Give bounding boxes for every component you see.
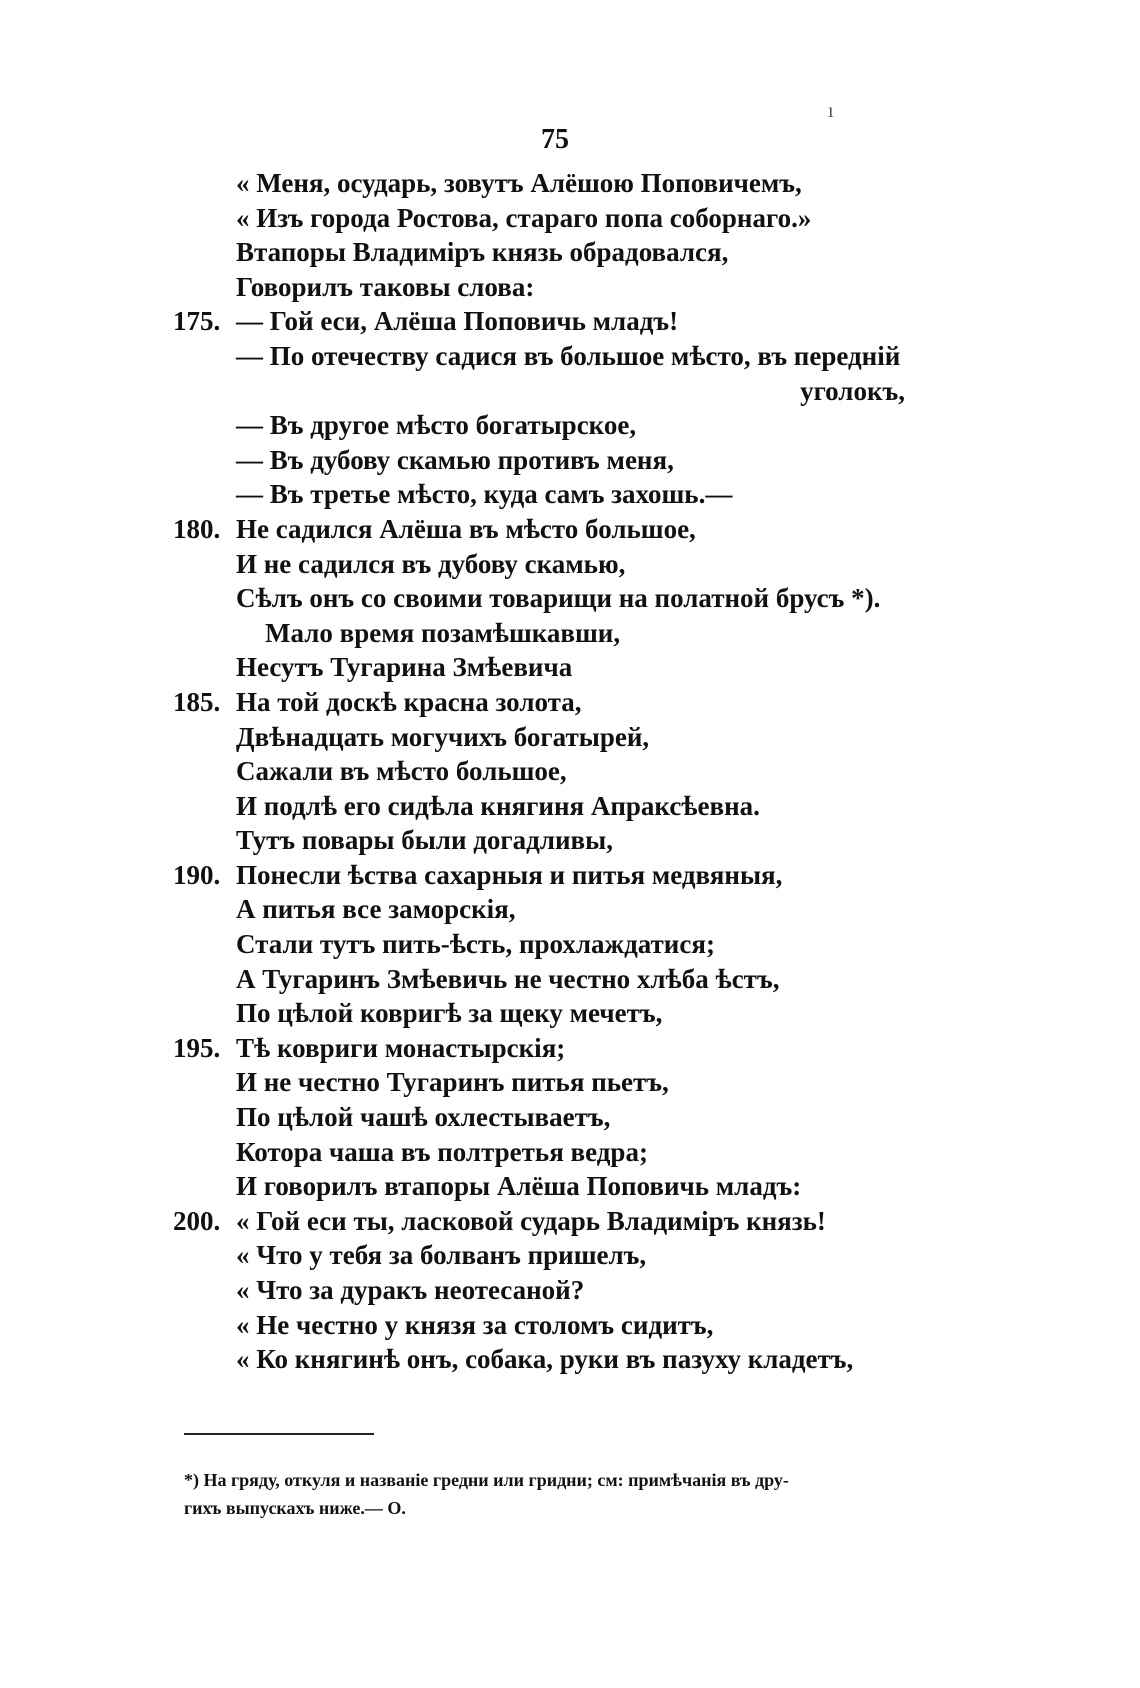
- verse-line: [0, 1308, 1140, 1343]
- footnote-divider: [184, 1433, 374, 1435]
- stray-mark: ı: [828, 100, 834, 122]
- verse-line: [0, 201, 1140, 236]
- verse-line: [0, 720, 1140, 755]
- verse-text: « Не честно у князя за столомъ сидитъ,: [236, 1309, 714, 1340]
- verse-line: [0, 1342, 1140, 1377]
- line-number: 195.: [173, 1032, 221, 1063]
- verse-line: [0, 685, 1140, 720]
- verse-text: И не садился въ дубову скамью,: [236, 548, 626, 579]
- verse-text: « Изъ города Ростова, стараго попа соборнаго.»: [236, 202, 812, 233]
- verse-line: [0, 477, 1140, 512]
- verse-text: Тутъ повары были догадливы,: [236, 825, 613, 856]
- verse-text: И подлѣ его сидѣла княгиня Апраксѣевна.: [236, 790, 760, 821]
- verse-text: « Меня, осударь, зовутъ Алёшою Поповичемъ,: [236, 168, 802, 198]
- verse-text: — Гой еси, Алёша Поповичь младъ!: [236, 306, 679, 337]
- verse-line-continuation: [0, 374, 1140, 409]
- verse-line: [0, 443, 1140, 478]
- verse-text: Стали тутъ пить-ѣсть, прохлаждатися;: [236, 929, 715, 960]
- footnote-line: *) На гряду, откуля и названіе гредни или гридни; см: примѣчанія въ дру-: [184, 1470, 789, 1490]
- verse-text: На той доскѣ красна золота,: [236, 686, 582, 717]
- verse-text: Двѣнадцать могучихъ богатырей,: [236, 721, 650, 752]
- line-number: 175.: [173, 306, 221, 337]
- verse-line: [0, 616, 1140, 651]
- verse-text: — По отечеству садися въ большое мѣсто, въ передній: [236, 340, 901, 371]
- verse-text: Сажали въ мѣсто большое,: [236, 756, 567, 787]
- verse-line: [0, 339, 1140, 374]
- verse-text: Мало время позамѣшкавши,: [265, 617, 621, 648]
- verse-text: А Тугаринъ Змѣевичь не честно хлѣба ѣстъ,: [236, 963, 780, 994]
- verse-line: [0, 1135, 1140, 1170]
- verse-line: [0, 754, 1140, 789]
- verse-text: — Въ третье мѣсто, куда самъ захошь.—: [236, 479, 733, 510]
- verse-text: « Гой еси ты, ласковой сударь Владиміръ князь!: [236, 1205, 826, 1236]
- verse-line: [0, 858, 1140, 893]
- verse-text: Тѣ ковриги монастырскія;: [236, 1032, 566, 1063]
- verse-text: И говорилъ втапоры Алёша Поповичь младъ:: [236, 1171, 802, 1202]
- verse-line: [0, 1031, 1140, 1066]
- verse-line: [0, 1065, 1140, 1100]
- verse-text: Несутъ Тугарина Змѣевича: [236, 652, 573, 683]
- verse-text: Говорилъ таковы слова:: [236, 271, 535, 302]
- verse-line: [0, 581, 1140, 616]
- verse-line: [0, 270, 1140, 305]
- verse-line: [0, 1204, 1140, 1239]
- verse-text: « Что у тебя за болванъ пришелъ,: [236, 1240, 647, 1271]
- verse-text: Сѣлъ онъ со своими товарищи на полатной брусъ *).: [236, 583, 881, 614]
- verse-text: Котора чаша въ полтретья ведра;: [236, 1136, 648, 1167]
- verse-line: [0, 823, 1140, 858]
- verse-line: [0, 166, 1140, 201]
- verse-text: Не садился Алёша въ мѣсто большое,: [236, 513, 696, 544]
- verse-text: — Въ другое мѣсто богатырское,: [236, 410, 637, 441]
- line-number: 200.: [173, 1205, 221, 1236]
- verse-line: [0, 927, 1140, 962]
- line-number: 190.: [173, 859, 221, 890]
- verse-text: Втапоры Владиміръ князь обрадовался,: [236, 237, 729, 268]
- line-number: 185.: [173, 686, 221, 717]
- verse-text: Понесли ѣства сахарныя и питья медвяныя,: [236, 859, 783, 890]
- verse-text: « Что за дуракъ неотесаной?: [236, 1275, 585, 1305]
- verse-text: По цѣлой ковригѣ за щеку мечетъ,: [236, 998, 663, 1029]
- verse-text: — Въ дубову скамью противъ меня,: [236, 444, 674, 475]
- verse-line: [0, 789, 1140, 824]
- verse-text: уголокъ,: [800, 375, 905, 406]
- verse-line: [0, 512, 1140, 547]
- verse-line: [0, 650, 1140, 685]
- footnote: [184, 1466, 944, 1522]
- verse-line: [0, 304, 1140, 339]
- line-number: 180.: [173, 513, 221, 544]
- verse-line: [0, 1238, 1140, 1273]
- verse-line: [0, 962, 1140, 997]
- verse-line: [0, 1169, 1140, 1204]
- verse-line: [0, 996, 1140, 1031]
- verse-line: [0, 547, 1140, 582]
- verse-line: [0, 235, 1140, 270]
- verse-line: [0, 1273, 1140, 1308]
- verse-text: А питья все заморскія,: [236, 894, 516, 925]
- verse-text: По цѣлой чашѣ охлестываетъ,: [236, 1102, 611, 1133]
- verse-block: [0, 166, 1140, 1377]
- verse-line: [0, 892, 1140, 927]
- verse-text: И не честно Тугаринъ питья пьетъ,: [236, 1067, 669, 1098]
- verse-line: [0, 408, 1140, 443]
- footnote-line: гихъ выпускахъ ниже.— О.: [184, 1498, 406, 1518]
- verse-text: « Ко княгинѣ онъ, собака, руки въ пазуху кладетъ,: [236, 1344, 854, 1375]
- page-number: 75: [541, 124, 569, 155]
- verse-line: [0, 1100, 1140, 1135]
